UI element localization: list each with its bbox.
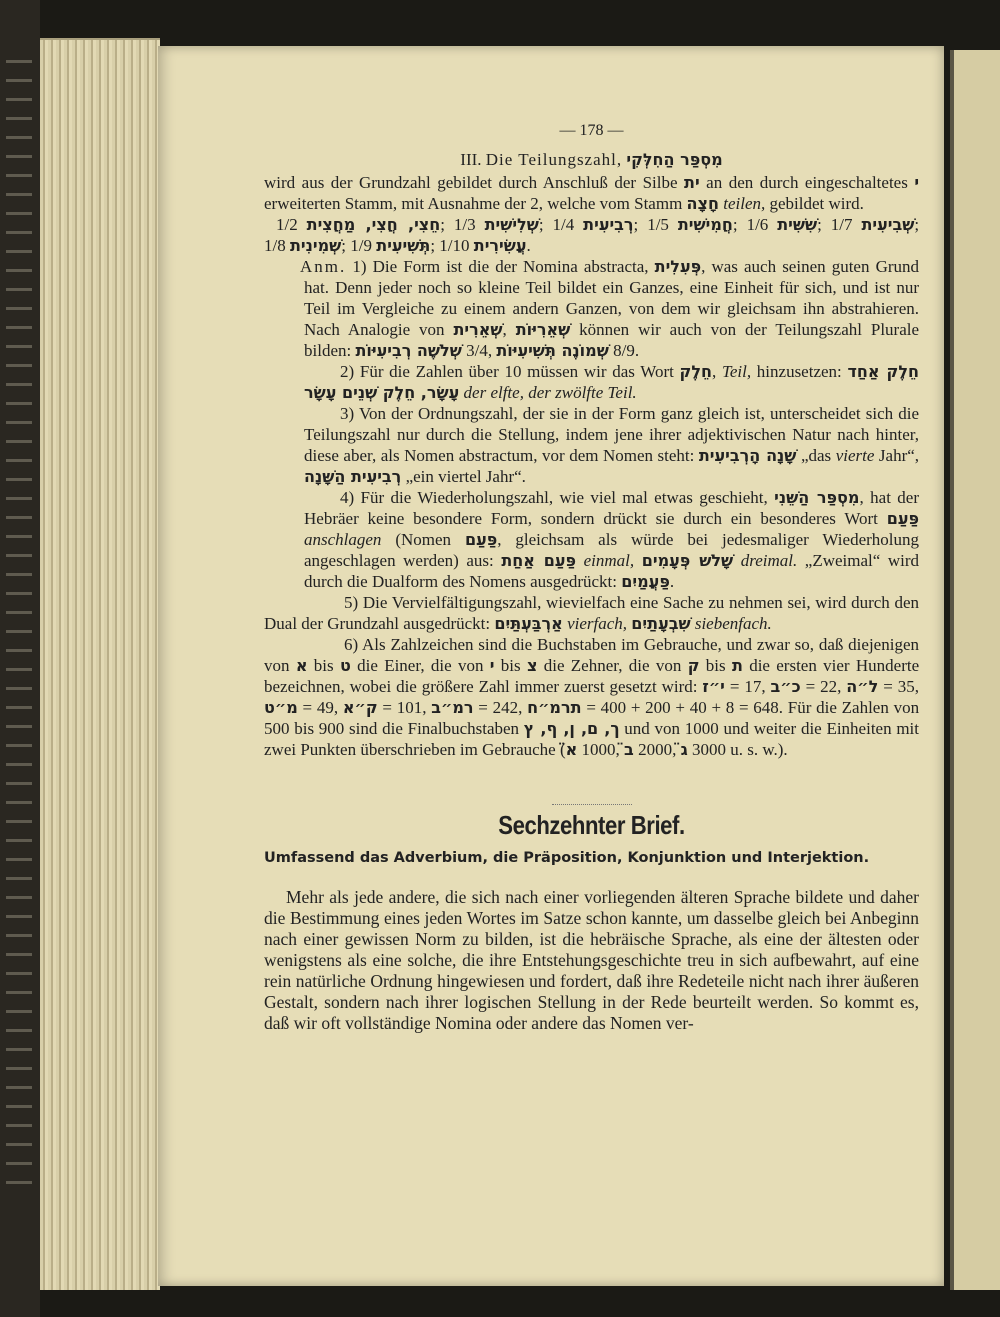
facing-page-edge (950, 50, 1000, 1290)
page-number: — 178 — (559, 122, 624, 139)
section-title: Die Teilungszahl, (485, 150, 623, 169)
section-heading (264, 149, 919, 170)
page-edges (40, 38, 160, 1290)
intro-text2: an den durch eingeschaltetes (706, 173, 908, 192)
section-numeral: III. (460, 150, 482, 169)
fraction-item: 1/8 שְׁמִינִית; (264, 236, 347, 255)
fraction-item: 1/2 חֵצִי, חֲצִי, מַחֲצִית; (276, 215, 445, 234)
fraction-item: 1/5 חֲמִישִׁית; (647, 215, 738, 234)
intro-text: wird aus der Grundzahl gebildet durch Anschluß der Silbe (264, 173, 678, 192)
fraction-list (264, 214, 919, 256)
note-3: 3) Von der Ordnungszahl, der sie in der Form ganz gleich ist, unterscheidet sich die Teilungszahl nur durch die Stellung, indem jene ihrer adjektivischen Natur nach hinter, diese aber, als Nomen abstractum, vor dem Nomen steht: שָׁנָה הָרְבִיעִית „das vierte Jahr“, רְבִיעִית הַשָּׁנָה „ein viertel Jahr“. (304, 404, 920, 486)
fraction-item: 1/6 שִׁשִּׁית; (746, 215, 822, 234)
fraction-item: 1/10 עֲשִׂירִית. (439, 236, 531, 255)
fraction-item: 1/4 רְבִיעִית; (552, 215, 639, 234)
intro-text4: gebildet wird. (769, 194, 864, 213)
fraction-item: 1/9 תְּשִׁיעִית; (350, 236, 436, 255)
page-text (264, 120, 919, 1034)
note-6: 6) Als Zahlzeichen sind die Buchstaben im Gebrauche, und zwar so, daß diejenigen von א bis ט die Einer, die von י bis צ die Zehner, die von ק bis ת die ersten vier Hunderte bezeichnen, wobei die größere Zahl immer zuerst gesetzt wird: י״ז = 17, כ״ב = 22, ל״ה = 35, מ״ט = 49, ק״א = 101, רמ״ב = 242, תרמ״ח = 400 + 200 + 40 + 8 = 648. Für die Zahlen von 500 bis 900 sind die Finalbuchstaben ך, ם, ן, ף, ץ und von 1000 und weiter die Einheiten mit zwei Punkten überschrieben im Gebrauche (א̈ 1000, ב̈ 2000, ג̈ 3000 u. s. w.). (264, 635, 920, 759)
letter-title: Sechzehnter Brief. (498, 810, 685, 840)
spine-texture (6, 60, 32, 1200)
note-5: 5) Die Vervielfältigungszahl, wievielfach eine Sache zu nehmen sei, wird durch den Dual der Grundzahl ausgedrückt: אַרְבַּעְתַּיִם vierfach, שִׁבְעָתַיִם siebenfach. (264, 593, 919, 633)
book-spine (0, 0, 40, 1317)
intro-paragraph (264, 172, 919, 214)
letter-subtitle: Umfassend das Adverbium, die Präposition, Konjunktion und Interjektion. (264, 850, 870, 866)
notes-block (264, 256, 919, 592)
note-2: 2) Für die Zahlen über 10 müssen wir das Wort חֵלֶק, Teil, hinzusetzen: חֵלֶק אַחַד עָשָׂר, חֵלֶק שְׁנֵים עָשָׂר der elfte, der zwölfte Teil. (304, 362, 919, 402)
intro-text3: erweiterten Stamm, mit Ausnahme der 2, welche vom Stamm (264, 194, 683, 213)
fraction-item: 1/3 שְׁלִישִׁית; (453, 215, 544, 234)
letter-body: Mehr als jede andere, die sich nach einer vorliegenden älteren Sprache bildete und daher die Bestimmung eines jeden Wortes im Satze schon kannte, um dasselbe gleich bei Anbeginn nach einer gewissen Norm zu bilden, ist die hebräische Sprache, als eine der ältesten oder wenigstens als eine solche, die ihre Entstehungsgeschichte treu in sich aufbewahrt, auf eine rein natürliche Ordnung hingewiesen und fordert, daß ihre Redeteile nicht nach ihrer äußeren Gestalt, sondern nach ihrer logischen Stellung in der Rede beurteilt werden. So kommt es, daß wir oft vollständige Nomina oder andere das Nomen ver- (264, 887, 919, 1033)
heb-syllable: ית (684, 173, 700, 192)
root-gloss: teilen, (723, 194, 766, 213)
note-1: Anm. 1) Die Form ist die der Nomina abstracta, פְּעִלִית, was auch seinen guten Grund hat. Denn jeder noch so kleine Teil bildet ein Ganzes, eine Einheit für sich, und ist nur Teil im Vergleiche zu einem andern Ganzen, von dem wir gleichsam ihn abstrahieren. Nach Analogie von שְׁאֵרִית, שְׁאֵרִיּוֹת können wir auch von der Teilungszahl Plurale bilden: שְׁלֹשֶׁה רְבִיעִיּוֹת 3/4, שְׁמוֹנֶה תְּשִׁיעִיּוֹת 8/9. (300, 257, 920, 360)
heb-yod: י (914, 173, 920, 192)
heb-root: חָצָה (686, 194, 719, 213)
fraction-item: 1/7 שְׁבִיעִית; (830, 215, 920, 234)
section-separator (552, 804, 632, 805)
note-4: 4) Für die Wiederholungszahl, wie viel mal etwas geschieht, מִסְפַּר הַשֵּׁנִי, hat der Hebräer keine besondere Form, sondern drückt sie durch ein besonderes Wort פַּעַם anschlagen (Nomen פַּעַם, gleichsam als würde bei jedesmaliger Wiederholung angeschlagen werden) aus: פַּעַם אַחַת einmal, שָׁלשׁ פְּעָמִים dreimal. „Zweimal“ wird durch die Dualform des Nomens ausgedrückt: פַּעֲמַיִם. (304, 488, 920, 591)
section-title-hebrew: מִסְפַּר הַחִלְּקִי (626, 150, 723, 169)
